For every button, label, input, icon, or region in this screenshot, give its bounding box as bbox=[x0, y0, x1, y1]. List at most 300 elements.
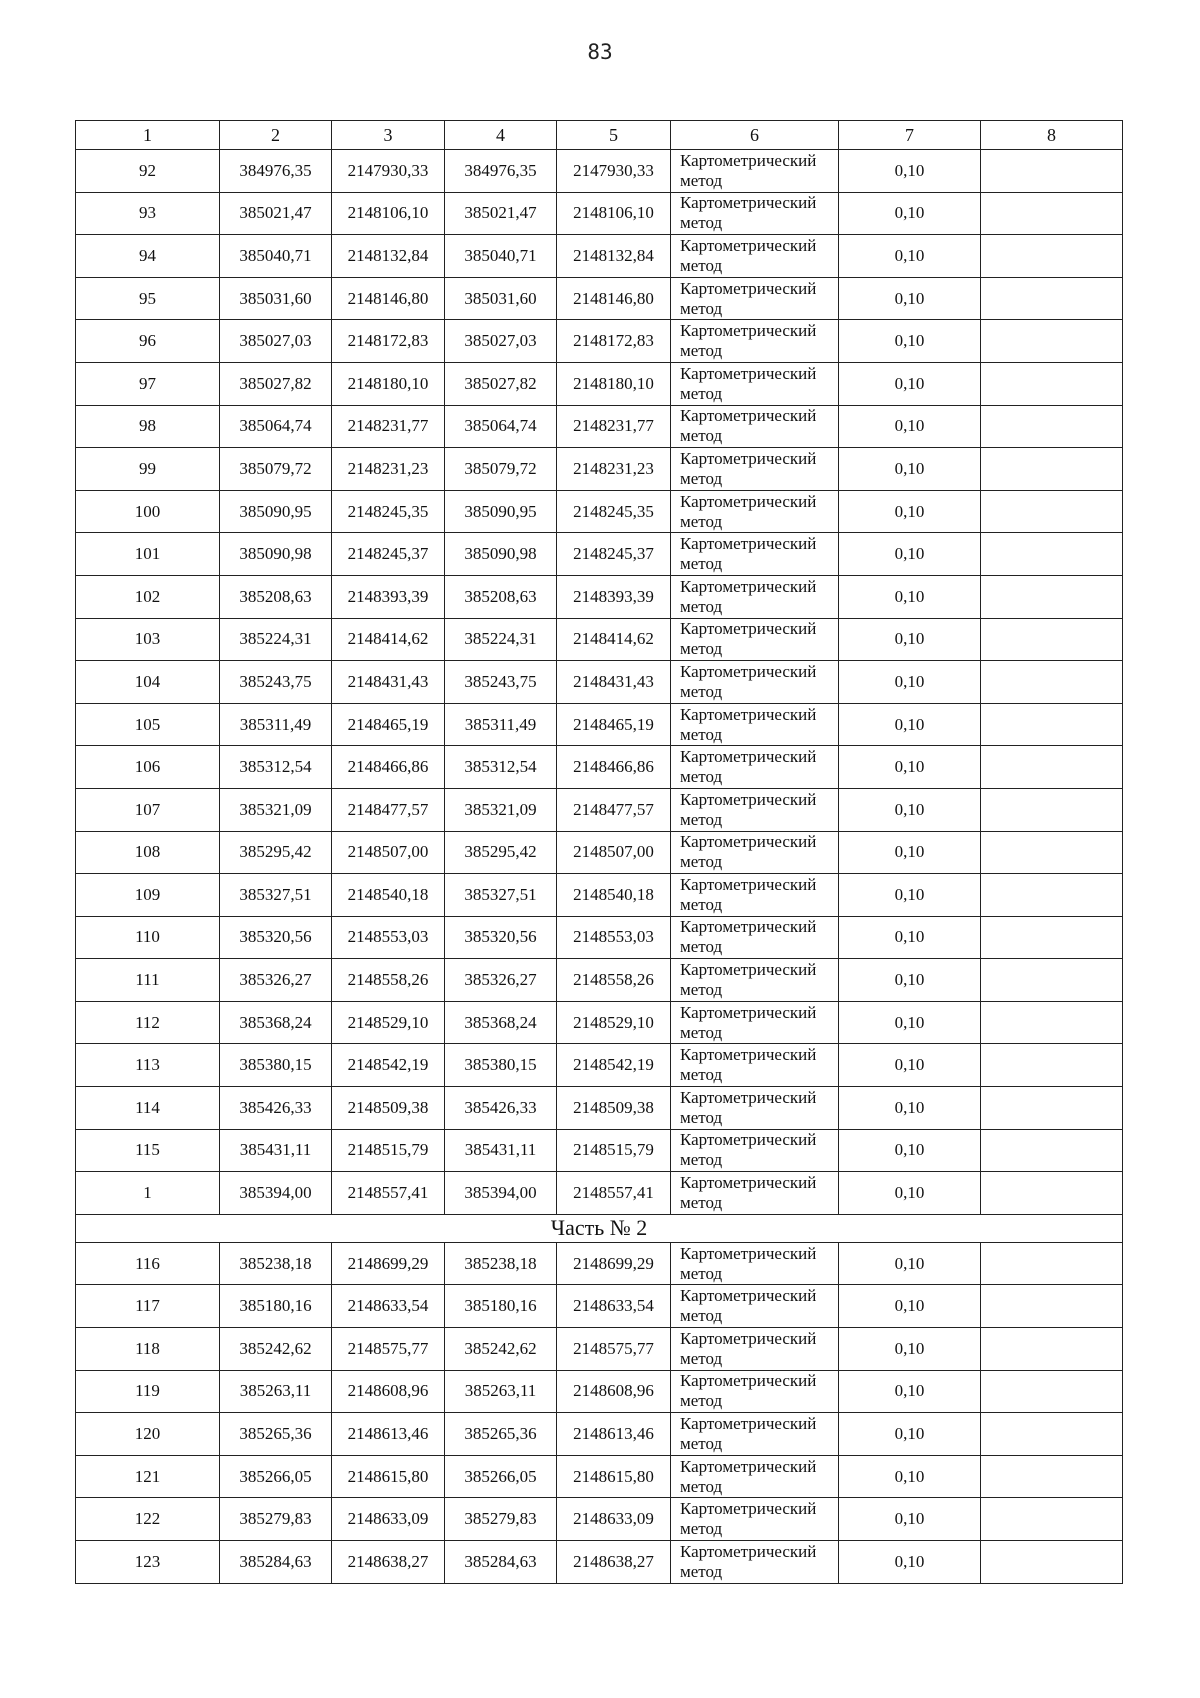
method-cell: Картометрический метод bbox=[671, 618, 839, 661]
point-number-cell: 103 bbox=[76, 618, 220, 661]
method-cell: Картометрический метод bbox=[671, 320, 839, 363]
x-coord-cell: 385079,72 bbox=[220, 448, 332, 491]
x-coord-cell: 385311,49 bbox=[445, 703, 557, 746]
notes-cell bbox=[981, 746, 1123, 789]
method-cell: Картометрический метод bbox=[671, 490, 839, 533]
y-coord-cell: 2148558,26 bbox=[332, 959, 445, 1002]
y-coord-cell: 2148633,09 bbox=[332, 1498, 445, 1541]
x-coord-cell: 385426,33 bbox=[220, 1087, 332, 1130]
y-coord-cell: 2147930,33 bbox=[332, 150, 445, 193]
y-coord-cell: 2148575,77 bbox=[557, 1328, 671, 1371]
y-coord-cell: 2148466,86 bbox=[557, 746, 671, 789]
notes-cell bbox=[981, 1001, 1123, 1044]
table-row bbox=[76, 1242, 1123, 1285]
y-coord-cell: 2148393,39 bbox=[332, 575, 445, 618]
point-number-cell: 98 bbox=[76, 405, 220, 448]
x-coord-cell: 385326,27 bbox=[220, 959, 332, 1002]
y-coord-cell: 2148414,62 bbox=[557, 618, 671, 661]
method-cell: Картометрический метод bbox=[671, 1242, 839, 1285]
table-row bbox=[76, 916, 1123, 959]
accuracy-cell: 0,10 bbox=[839, 1413, 981, 1456]
y-coord-cell: 2148172,83 bbox=[332, 320, 445, 363]
y-coord-cell: 2148615,80 bbox=[332, 1455, 445, 1498]
x-coord-cell: 385180,16 bbox=[445, 1285, 557, 1328]
point-number-cell: 95 bbox=[76, 277, 220, 320]
x-coord-cell: 385284,63 bbox=[220, 1541, 332, 1584]
accuracy-cell: 0,10 bbox=[839, 1370, 981, 1413]
x-coord-cell: 385426,33 bbox=[445, 1087, 557, 1130]
table-row bbox=[76, 1370, 1123, 1413]
point-number-cell: 92 bbox=[76, 150, 220, 193]
table-row bbox=[76, 1285, 1123, 1328]
y-coord-cell: 2148231,77 bbox=[557, 405, 671, 448]
part2-title: Часть № 2 bbox=[76, 1214, 1123, 1242]
table-row bbox=[76, 831, 1123, 874]
y-coord-cell: 2148509,38 bbox=[557, 1087, 671, 1130]
point-number-cell: 123 bbox=[76, 1541, 220, 1584]
accuracy-cell: 0,10 bbox=[839, 1498, 981, 1541]
notes-cell bbox=[981, 831, 1123, 874]
y-coord-cell: 2148431,43 bbox=[332, 661, 445, 704]
notes-cell bbox=[981, 1044, 1123, 1087]
y-coord-cell: 2148507,00 bbox=[332, 831, 445, 874]
table-row bbox=[76, 618, 1123, 661]
y-coord-cell: 2148633,54 bbox=[332, 1285, 445, 1328]
point-number-cell: 119 bbox=[76, 1370, 220, 1413]
x-coord-cell: 385208,63 bbox=[220, 575, 332, 618]
x-coord-cell: 385027,82 bbox=[445, 362, 557, 405]
y-coord-cell: 2148466,86 bbox=[332, 746, 445, 789]
method-cell: Картометрический метод bbox=[671, 235, 839, 278]
method-cell: Картометрический метод bbox=[671, 746, 839, 789]
notes-cell bbox=[981, 405, 1123, 448]
method-cell: Картометрический метод bbox=[671, 1455, 839, 1498]
notes-cell bbox=[981, 490, 1123, 533]
x-coord-cell: 385295,42 bbox=[220, 831, 332, 874]
x-coord-cell: 385079,72 bbox=[445, 448, 557, 491]
method-cell: Картометрический метод bbox=[671, 1285, 839, 1328]
method-cell: Картометрический метод bbox=[671, 831, 839, 874]
table-row bbox=[76, 362, 1123, 405]
column-header: 2 bbox=[220, 121, 332, 150]
x-coord-cell: 385320,56 bbox=[220, 916, 332, 959]
y-coord-cell: 2148146,80 bbox=[557, 277, 671, 320]
point-number-cell: 121 bbox=[76, 1455, 220, 1498]
y-coord-cell: 2148393,39 bbox=[557, 575, 671, 618]
x-coord-cell: 385265,36 bbox=[220, 1413, 332, 1456]
accuracy-cell: 0,10 bbox=[839, 320, 981, 363]
x-coord-cell: 385311,49 bbox=[220, 703, 332, 746]
x-coord-cell: 385326,27 bbox=[445, 959, 557, 1002]
method-cell: Картометрический метод bbox=[671, 533, 839, 576]
notes-cell bbox=[981, 1172, 1123, 1215]
point-number-cell: 110 bbox=[76, 916, 220, 959]
accuracy-cell: 0,10 bbox=[839, 362, 981, 405]
y-coord-cell: 2148172,83 bbox=[557, 320, 671, 363]
table-row bbox=[76, 1328, 1123, 1371]
method-cell: Картометрический метод bbox=[671, 703, 839, 746]
column-header: 5 bbox=[557, 121, 671, 150]
x-coord-cell: 385321,09 bbox=[220, 788, 332, 831]
point-number-cell: 104 bbox=[76, 661, 220, 704]
table-row bbox=[76, 746, 1123, 789]
column-header: 7 bbox=[839, 121, 981, 150]
accuracy-cell: 0,10 bbox=[839, 448, 981, 491]
x-coord-cell: 385021,47 bbox=[445, 192, 557, 235]
table-row bbox=[76, 959, 1123, 1002]
y-coord-cell: 2148245,35 bbox=[332, 490, 445, 533]
y-coord-cell: 2148540,18 bbox=[332, 874, 445, 917]
y-coord-cell: 2148465,19 bbox=[557, 703, 671, 746]
notes-cell bbox=[981, 788, 1123, 831]
point-number-cell: 94 bbox=[76, 235, 220, 278]
x-coord-cell: 385265,36 bbox=[445, 1413, 557, 1456]
table-row bbox=[76, 1087, 1123, 1130]
point-number-cell: 1 bbox=[76, 1172, 220, 1215]
notes-cell bbox=[981, 1455, 1123, 1498]
method-cell: Картометрический метод bbox=[671, 1498, 839, 1541]
point-number-cell: 99 bbox=[76, 448, 220, 491]
x-coord-cell: 385266,05 bbox=[445, 1455, 557, 1498]
y-coord-cell: 2148557,41 bbox=[557, 1172, 671, 1215]
x-coord-cell: 385380,15 bbox=[220, 1044, 332, 1087]
part2-rows bbox=[76, 1242, 1123, 1583]
point-number-cell: 116 bbox=[76, 1242, 220, 1285]
table-row bbox=[76, 1498, 1123, 1541]
accuracy-cell: 0,10 bbox=[839, 1001, 981, 1044]
notes-cell bbox=[981, 575, 1123, 618]
x-coord-cell: 385224,31 bbox=[445, 618, 557, 661]
method-cell: Картометрический метод bbox=[671, 1541, 839, 1584]
notes-cell bbox=[981, 1285, 1123, 1328]
x-coord-cell: 385090,98 bbox=[220, 533, 332, 576]
column-header: 8 bbox=[981, 121, 1123, 150]
section-header-row bbox=[76, 1214, 1123, 1242]
y-coord-cell: 2148477,57 bbox=[332, 788, 445, 831]
part2-section bbox=[76, 1214, 1123, 1242]
accuracy-cell: 0,10 bbox=[839, 1541, 981, 1584]
x-coord-cell: 385312,54 bbox=[445, 746, 557, 789]
accuracy-cell: 0,10 bbox=[839, 703, 981, 746]
accuracy-cell: 0,10 bbox=[839, 277, 981, 320]
notes-cell bbox=[981, 1370, 1123, 1413]
method-cell: Картометрический метод bbox=[671, 575, 839, 618]
notes-cell bbox=[981, 1328, 1123, 1371]
notes-cell bbox=[981, 362, 1123, 405]
table-row bbox=[76, 533, 1123, 576]
x-coord-cell: 385242,62 bbox=[445, 1328, 557, 1371]
x-coord-cell: 385431,11 bbox=[220, 1129, 332, 1172]
x-coord-cell: 385180,16 bbox=[220, 1285, 332, 1328]
accuracy-cell: 0,10 bbox=[839, 235, 981, 278]
y-coord-cell: 2147930,33 bbox=[557, 150, 671, 193]
x-coord-cell: 385021,47 bbox=[220, 192, 332, 235]
point-number-cell: 101 bbox=[76, 533, 220, 576]
y-coord-cell: 2148515,79 bbox=[557, 1129, 671, 1172]
accuracy-cell: 0,10 bbox=[839, 788, 981, 831]
accuracy-cell: 0,10 bbox=[839, 1087, 981, 1130]
x-coord-cell: 385279,83 bbox=[220, 1498, 332, 1541]
method-cell: Картометрический метод bbox=[671, 1172, 839, 1215]
point-number-cell: 109 bbox=[76, 874, 220, 917]
x-coord-cell: 385279,83 bbox=[445, 1498, 557, 1541]
accuracy-cell: 0,10 bbox=[839, 618, 981, 661]
column-header: 3 bbox=[332, 121, 445, 150]
table-row bbox=[76, 1044, 1123, 1087]
accuracy-cell: 0,10 bbox=[839, 192, 981, 235]
y-coord-cell: 2148633,09 bbox=[557, 1498, 671, 1541]
x-coord-cell: 385040,71 bbox=[445, 235, 557, 278]
accuracy-cell: 0,10 bbox=[839, 916, 981, 959]
y-coord-cell: 2148529,10 bbox=[332, 1001, 445, 1044]
accuracy-cell: 0,10 bbox=[839, 746, 981, 789]
x-coord-cell: 385284,63 bbox=[445, 1541, 557, 1584]
y-coord-cell: 2148106,10 bbox=[557, 192, 671, 235]
notes-cell bbox=[981, 916, 1123, 959]
y-coord-cell: 2148245,35 bbox=[557, 490, 671, 533]
x-coord-cell: 385321,09 bbox=[445, 788, 557, 831]
accuracy-cell: 0,10 bbox=[839, 831, 981, 874]
table-row bbox=[76, 1413, 1123, 1456]
notes-cell bbox=[981, 1498, 1123, 1541]
y-coord-cell: 2148245,37 bbox=[332, 533, 445, 576]
y-coord-cell: 2148509,38 bbox=[332, 1087, 445, 1130]
y-coord-cell: 2148557,41 bbox=[332, 1172, 445, 1215]
x-coord-cell: 385243,75 bbox=[445, 661, 557, 704]
table-row bbox=[76, 788, 1123, 831]
y-coord-cell: 2148106,10 bbox=[332, 192, 445, 235]
y-coord-cell: 2148608,96 bbox=[557, 1370, 671, 1413]
y-coord-cell: 2148465,19 bbox=[332, 703, 445, 746]
method-cell: Картометрический метод bbox=[671, 1044, 839, 1087]
y-coord-cell: 2148231,23 bbox=[332, 448, 445, 491]
point-number-cell: 118 bbox=[76, 1328, 220, 1371]
y-coord-cell: 2148613,46 bbox=[332, 1413, 445, 1456]
method-cell: Картометрический метод bbox=[671, 1370, 839, 1413]
table-row bbox=[76, 277, 1123, 320]
x-coord-cell: 385027,03 bbox=[220, 320, 332, 363]
x-coord-cell: 385090,95 bbox=[220, 490, 332, 533]
x-coord-cell: 385040,71 bbox=[220, 235, 332, 278]
point-number-cell: 108 bbox=[76, 831, 220, 874]
x-coord-cell: 385090,98 bbox=[445, 533, 557, 576]
y-coord-cell: 2148558,26 bbox=[557, 959, 671, 1002]
notes-cell bbox=[981, 661, 1123, 704]
y-coord-cell: 2148132,84 bbox=[332, 235, 445, 278]
x-coord-cell: 385031,60 bbox=[220, 277, 332, 320]
table-row bbox=[76, 235, 1123, 278]
method-cell: Картометрический метод bbox=[671, 874, 839, 917]
column-header: 6 bbox=[671, 121, 839, 150]
accuracy-cell: 0,10 bbox=[839, 405, 981, 448]
y-coord-cell: 2148608,96 bbox=[332, 1370, 445, 1413]
accuracy-cell: 0,10 bbox=[839, 1044, 981, 1087]
accuracy-cell: 0,10 bbox=[839, 533, 981, 576]
notes-cell bbox=[981, 150, 1123, 193]
point-number-cell: 111 bbox=[76, 959, 220, 1002]
y-coord-cell: 2148553,03 bbox=[557, 916, 671, 959]
method-cell: Картометрический метод bbox=[671, 1087, 839, 1130]
notes-cell bbox=[981, 448, 1123, 491]
notes-cell bbox=[981, 192, 1123, 235]
y-coord-cell: 2148245,37 bbox=[557, 533, 671, 576]
accuracy-cell: 0,10 bbox=[839, 1129, 981, 1172]
y-coord-cell: 2148180,10 bbox=[332, 362, 445, 405]
page-number: 83 bbox=[587, 40, 613, 64]
y-coord-cell: 2148231,23 bbox=[557, 448, 671, 491]
point-number-cell: 112 bbox=[76, 1001, 220, 1044]
y-coord-cell: 2148638,27 bbox=[332, 1541, 445, 1584]
method-cell: Картометрический метод bbox=[671, 192, 839, 235]
table-header-row bbox=[76, 121, 1123, 150]
notes-cell bbox=[981, 320, 1123, 363]
x-coord-cell: 385312,54 bbox=[220, 746, 332, 789]
method-cell: Картометрический метод bbox=[671, 405, 839, 448]
method-cell: Картометрический метод bbox=[671, 788, 839, 831]
x-coord-cell: 385295,42 bbox=[445, 831, 557, 874]
table-row bbox=[76, 150, 1123, 193]
point-number-cell: 106 bbox=[76, 746, 220, 789]
point-number-cell: 102 bbox=[76, 575, 220, 618]
method-cell: Картометрический метод bbox=[671, 1328, 839, 1371]
y-coord-cell: 2148553,03 bbox=[332, 916, 445, 959]
point-number-cell: 105 bbox=[76, 703, 220, 746]
x-coord-cell: 385431,11 bbox=[445, 1129, 557, 1172]
accuracy-cell: 0,10 bbox=[839, 661, 981, 704]
method-cell: Картометрический метод bbox=[671, 1001, 839, 1044]
y-coord-cell: 2148529,10 bbox=[557, 1001, 671, 1044]
x-coord-cell: 385263,11 bbox=[220, 1370, 332, 1413]
y-coord-cell: 2148414,62 bbox=[332, 618, 445, 661]
method-cell: Картометрический метод bbox=[671, 916, 839, 959]
table-row bbox=[76, 320, 1123, 363]
x-coord-cell: 385238,18 bbox=[220, 1242, 332, 1285]
y-coord-cell: 2148231,77 bbox=[332, 405, 445, 448]
y-coord-cell: 2148146,80 bbox=[332, 277, 445, 320]
y-coord-cell: 2148540,18 bbox=[557, 874, 671, 917]
point-number-cell: 100 bbox=[76, 490, 220, 533]
y-coord-cell: 2148613,46 bbox=[557, 1413, 671, 1456]
y-coord-cell: 2148575,77 bbox=[332, 1328, 445, 1371]
table-row bbox=[76, 1001, 1123, 1044]
y-coord-cell: 2148180,10 bbox=[557, 362, 671, 405]
x-coord-cell: 385090,95 bbox=[445, 490, 557, 533]
y-coord-cell: 2148633,54 bbox=[557, 1285, 671, 1328]
x-coord-cell: 385243,75 bbox=[220, 661, 332, 704]
point-number-cell: 114 bbox=[76, 1087, 220, 1130]
x-coord-cell: 385263,11 bbox=[445, 1370, 557, 1413]
notes-cell bbox=[981, 1413, 1123, 1456]
accuracy-cell: 0,10 bbox=[839, 1328, 981, 1371]
x-coord-cell: 384976,35 bbox=[220, 150, 332, 193]
table-row bbox=[76, 703, 1123, 746]
accuracy-cell: 0,10 bbox=[839, 1172, 981, 1215]
x-coord-cell: 385327,51 bbox=[445, 874, 557, 917]
method-cell: Картометрический метод bbox=[671, 150, 839, 193]
notes-cell bbox=[981, 277, 1123, 320]
x-coord-cell: 385327,51 bbox=[220, 874, 332, 917]
coordinates-table bbox=[75, 120, 1123, 1584]
part1-rows bbox=[76, 150, 1123, 1215]
x-coord-cell: 385224,31 bbox=[220, 618, 332, 661]
point-number-cell: 120 bbox=[76, 1413, 220, 1456]
accuracy-cell: 0,10 bbox=[839, 1455, 981, 1498]
table-row bbox=[76, 1129, 1123, 1172]
y-coord-cell: 2148431,43 bbox=[557, 661, 671, 704]
notes-cell bbox=[981, 703, 1123, 746]
x-coord-cell: 385394,00 bbox=[445, 1172, 557, 1215]
point-number-cell: 96 bbox=[76, 320, 220, 363]
method-cell: Картометрический метод bbox=[671, 1129, 839, 1172]
accuracy-cell: 0,10 bbox=[839, 575, 981, 618]
y-coord-cell: 2148615,80 bbox=[557, 1455, 671, 1498]
column-header: 1 bbox=[76, 121, 220, 150]
x-coord-cell: 385031,60 bbox=[445, 277, 557, 320]
y-coord-cell: 2148699,29 bbox=[332, 1242, 445, 1285]
notes-cell bbox=[981, 618, 1123, 661]
method-cell: Картометрический метод bbox=[671, 448, 839, 491]
table-row bbox=[76, 1172, 1123, 1215]
notes-cell bbox=[981, 1541, 1123, 1584]
table-row bbox=[76, 192, 1123, 235]
x-coord-cell: 385380,15 bbox=[445, 1044, 557, 1087]
x-coord-cell: 385368,24 bbox=[220, 1001, 332, 1044]
y-coord-cell: 2148515,79 bbox=[332, 1129, 445, 1172]
notes-cell bbox=[981, 533, 1123, 576]
table-row bbox=[76, 1455, 1123, 1498]
notes-cell bbox=[981, 235, 1123, 278]
y-coord-cell: 2148477,57 bbox=[557, 788, 671, 831]
column-header: 4 bbox=[445, 121, 557, 150]
point-number-cell: 97 bbox=[76, 362, 220, 405]
table-row bbox=[76, 448, 1123, 491]
y-coord-cell: 2148507,00 bbox=[557, 831, 671, 874]
x-coord-cell: 385368,24 bbox=[445, 1001, 557, 1044]
accuracy-cell: 0,10 bbox=[839, 150, 981, 193]
y-coord-cell: 2148132,84 bbox=[557, 235, 671, 278]
x-coord-cell: 385208,63 bbox=[445, 575, 557, 618]
notes-cell bbox=[981, 874, 1123, 917]
x-coord-cell: 385320,56 bbox=[445, 916, 557, 959]
method-cell: Картометрический метод bbox=[671, 1413, 839, 1456]
accuracy-cell: 0,10 bbox=[839, 1242, 981, 1285]
notes-cell bbox=[981, 1129, 1123, 1172]
table-row bbox=[76, 874, 1123, 917]
accuracy-cell: 0,10 bbox=[839, 874, 981, 917]
table-row bbox=[76, 405, 1123, 448]
notes-cell bbox=[981, 1242, 1123, 1285]
method-cell: Картометрический метод bbox=[671, 362, 839, 405]
x-coord-cell: 385027,03 bbox=[445, 320, 557, 363]
x-coord-cell: 385266,05 bbox=[220, 1455, 332, 1498]
point-number-cell: 122 bbox=[76, 1498, 220, 1541]
method-cell: Картометрический метод bbox=[671, 959, 839, 1002]
point-number-cell: 117 bbox=[76, 1285, 220, 1328]
notes-cell bbox=[981, 959, 1123, 1002]
table-row bbox=[76, 490, 1123, 533]
point-number-cell: 113 bbox=[76, 1044, 220, 1087]
x-coord-cell: 385242,62 bbox=[220, 1328, 332, 1371]
x-coord-cell: 385064,74 bbox=[445, 405, 557, 448]
table-row bbox=[76, 661, 1123, 704]
x-coord-cell: 385027,82 bbox=[220, 362, 332, 405]
accuracy-cell: 0,10 bbox=[839, 959, 981, 1002]
y-coord-cell: 2148542,19 bbox=[557, 1044, 671, 1087]
y-coord-cell: 2148699,29 bbox=[557, 1242, 671, 1285]
table-row bbox=[76, 575, 1123, 618]
accuracy-cell: 0,10 bbox=[839, 1285, 981, 1328]
y-coord-cell: 2148542,19 bbox=[332, 1044, 445, 1087]
